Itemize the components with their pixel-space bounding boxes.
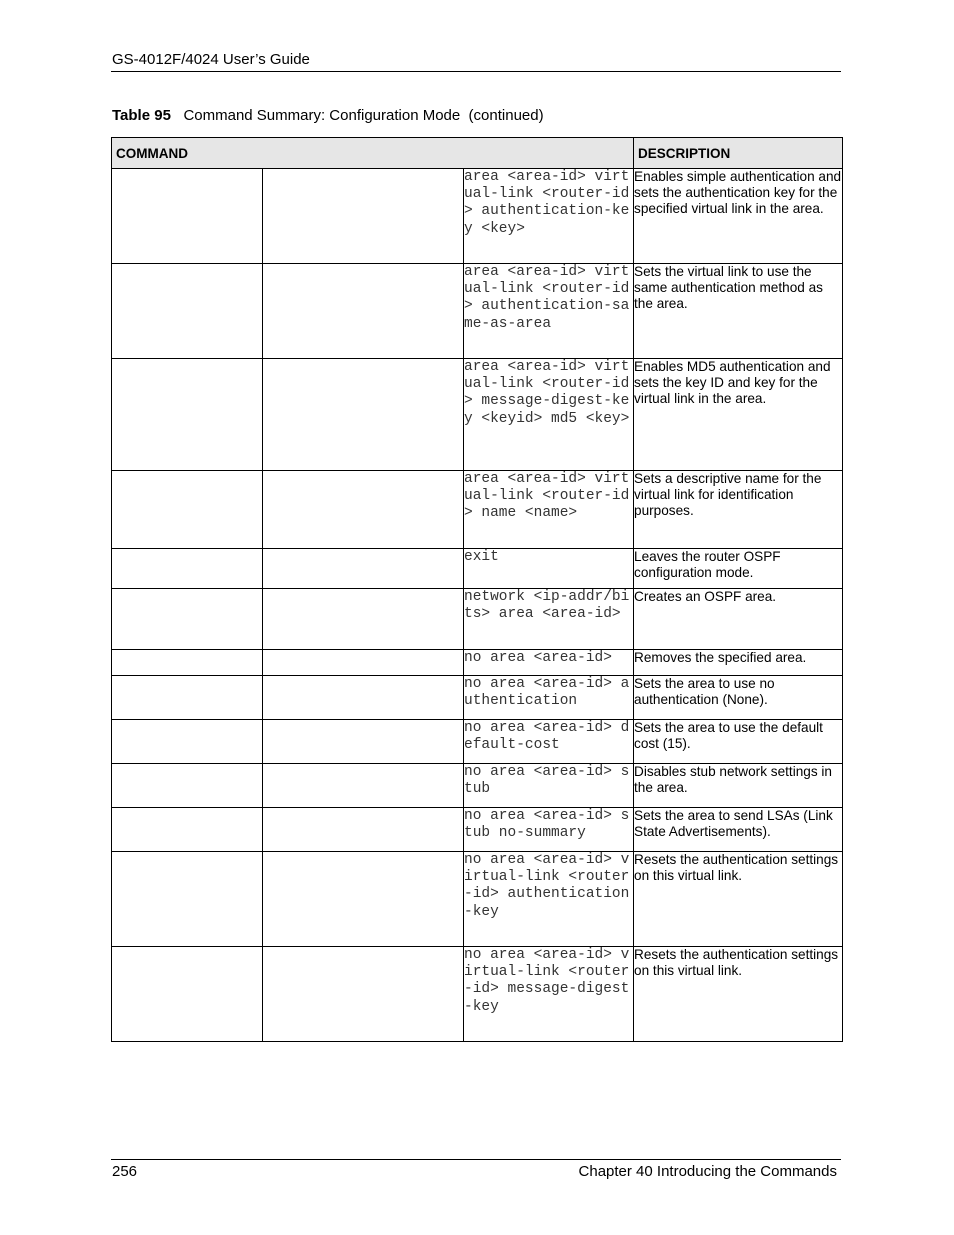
table-row	[112, 808, 843, 852]
table-row	[112, 764, 843, 808]
table-header-row	[112, 138, 843, 169]
empty-cell	[263, 676, 464, 720]
description-cell: Sets the area to use no authentication (None).	[634, 676, 843, 720]
command-column-header: COMMAND	[112, 138, 634, 169]
table-row	[112, 720, 843, 764]
command-cell: exit	[464, 549, 634, 589]
empty-cell	[263, 264, 464, 359]
table-number: Table 95	[112, 107, 171, 124]
page-footer	[111, 1159, 841, 1186]
table-row	[112, 852, 843, 947]
empty-cell	[263, 764, 464, 808]
table-row	[112, 264, 843, 359]
command-cell: no area <area-id> virtual-link <router-id> authentication-key	[464, 852, 634, 947]
empty-cell	[112, 589, 263, 650]
command-cell: no area <area-id> stub no-summary	[464, 808, 634, 852]
table-body	[112, 169, 843, 1042]
command-cell: no area <area-id> default-cost	[464, 720, 634, 764]
page-header	[111, 51, 841, 72]
empty-cell	[263, 720, 464, 764]
description-cell: Enables simple authentication and sets the authentication key for the specified virtual link in the area.	[634, 169, 843, 264]
empty-cell	[112, 676, 263, 720]
table-title: Command Summary: Configuration Mode (continued)	[183, 107, 544, 124]
table-caption	[112, 107, 544, 124]
table-row	[112, 359, 843, 471]
empty-cell	[112, 808, 263, 852]
description-cell: Resets the authentication settings on this virtual link.	[634, 947, 843, 1042]
empty-cell	[263, 359, 464, 471]
chapter-title: Chapter 40 Introducing the Commands	[578, 1163, 837, 1180]
description-cell: Resets the authentication settings on this virtual link.	[634, 852, 843, 947]
empty-cell	[112, 169, 263, 264]
empty-cell	[112, 471, 263, 549]
guide-title: GS-4012F/4024 User’s Guide	[112, 51, 310, 68]
command-cell: no area <area-id> authentication	[464, 676, 634, 720]
description-cell: Enables MD5 authentication and sets the key ID and key for the virtual link in the area.	[634, 359, 843, 471]
page-number: 256	[112, 1163, 138, 1180]
command-cell: no area <area-id>	[464, 650, 634, 676]
empty-cell	[263, 808, 464, 852]
description-cell: Removes the specified area.	[634, 650, 843, 676]
command-cell: network <ip-addr/bits> area <area-id>	[464, 589, 634, 650]
empty-cell	[263, 650, 464, 676]
empty-cell	[112, 720, 263, 764]
command-cell: no area <area-id> virtual-link <router-id> message-digest-key	[464, 947, 634, 1042]
description-cell: Sets a descriptive name for the virtual link for identification purposes.	[634, 471, 843, 549]
description-cell: Creates an OSPF area.	[634, 589, 843, 650]
empty-cell	[263, 549, 464, 589]
empty-cell	[112, 549, 263, 589]
table-row	[112, 947, 843, 1042]
command-cell: no area <area-id> stub	[464, 764, 634, 808]
empty-cell	[263, 852, 464, 947]
description-column-header: DESCRIPTION	[634, 138, 843, 169]
empty-cell	[263, 471, 464, 549]
table-row	[112, 676, 843, 720]
command-cell: area <area-id> virtual-link <router-id> authentication-same-as-area	[464, 264, 634, 359]
table-row	[112, 471, 843, 549]
description-cell: Sets the virtual link to use the same authentication method as the area.	[634, 264, 843, 359]
empty-cell	[112, 359, 263, 471]
table-row	[112, 589, 843, 650]
empty-cell	[263, 589, 464, 650]
description-cell: Leaves the router OSPF configuration mode.	[634, 549, 843, 589]
command-summary-table	[111, 137, 843, 1042]
command-cell: area <area-id> virtual-link <router-id> name <name>	[464, 471, 634, 549]
table-row	[112, 169, 843, 264]
description-cell: Disables stub network settings in the area.	[634, 764, 843, 808]
command-cell: area <area-id> virtual-link <router-id> authentication-key <key>	[464, 169, 634, 264]
empty-cell	[112, 264, 263, 359]
table-row	[112, 549, 843, 589]
command-cell: area <area-id> virtual-link <router-id> message-digest-key <keyid> md5 <key>	[464, 359, 634, 471]
description-cell: Sets the area to use the default cost (15).	[634, 720, 843, 764]
empty-cell	[112, 764, 263, 808]
empty-cell	[112, 852, 263, 947]
table-row	[112, 650, 843, 676]
empty-cell	[263, 947, 464, 1042]
description-cell: Sets the area to send LSAs (Link State Advertisements).	[634, 808, 843, 852]
empty-cell	[112, 947, 263, 1042]
empty-cell	[263, 169, 464, 264]
empty-cell	[112, 650, 263, 676]
